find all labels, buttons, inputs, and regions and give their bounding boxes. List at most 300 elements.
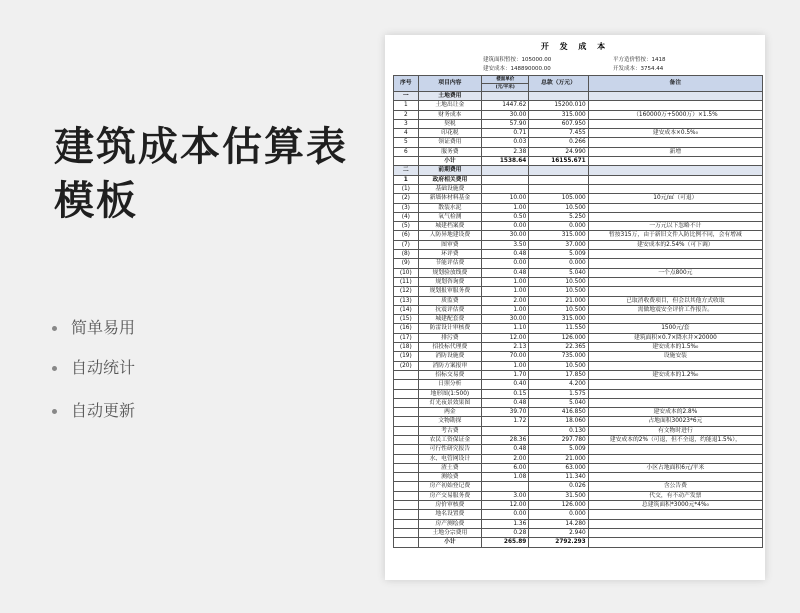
cell-note: 建筑面积×0.7×降水井×20000 [588, 333, 762, 342]
cell-unit-price: 1.72 [482, 417, 529, 426]
cell-item: 基础设施费 [418, 184, 482, 193]
table-row [394, 389, 763, 398]
table-row [394, 250, 763, 259]
cell-item: 水、电管网设计 [418, 454, 482, 463]
cell-note: （160000万+5000万）×1.5% [588, 110, 762, 119]
cell-unit-price: 30.00 [482, 110, 529, 119]
cell-unit-price: 12.00 [482, 501, 529, 510]
header-no: 序号 [394, 76, 419, 92]
cell-unit-price [482, 426, 529, 435]
cell-note [588, 277, 762, 286]
cell-total: 315.000 [529, 231, 588, 240]
table-row [394, 491, 763, 500]
table-row [394, 231, 763, 240]
cell-no [394, 528, 419, 537]
cell-total: 10.500 [529, 287, 588, 296]
cell-item: 招投标代理费 [418, 343, 482, 352]
bullet-icon [52, 366, 57, 371]
cell-unit-price: 0.00 [482, 222, 529, 231]
cell-note [588, 250, 762, 259]
cell-no: 一 [394, 92, 419, 101]
cell-unit-price: 0.48 [482, 250, 529, 259]
cell-unit-price: 1.10 [482, 324, 529, 333]
cell-no [394, 389, 419, 398]
cell-no: (4) [394, 212, 419, 221]
cell-total: 0.000 [529, 259, 588, 268]
cell-unit-price: 0.40 [482, 380, 529, 389]
cell-item: 规划验放线费 [418, 268, 482, 277]
cell-unit-price [482, 184, 529, 193]
cell-note: 占地面积30023*6元 [588, 417, 762, 426]
table-row [394, 147, 763, 156]
header-note: 备注 [588, 76, 762, 92]
cell-note: 建安成本的2%（可退，但不全退，约能退1.5%）， [588, 435, 762, 444]
cell-unit-price: 1.00 [482, 287, 529, 296]
cell-item: 规划报审服务费 [418, 287, 482, 296]
cell-item: 房产测绘费 [418, 519, 482, 528]
cell-total: 17.850 [529, 370, 588, 379]
cell-note [588, 398, 762, 407]
cell-item: 小计 [418, 538, 482, 547]
page-title: 建筑成本估算表模板 [54, 124, 348, 224]
cell-item: 防雷设计审核费 [418, 324, 482, 333]
cell-no: (15) [394, 315, 419, 324]
table-row [394, 417, 763, 426]
table-row [394, 157, 763, 166]
bullet-icon [52, 326, 57, 331]
cell-note: 建安成本的1.2%₀ [588, 370, 762, 379]
cell-no [394, 473, 419, 482]
cell-item: 氧气检测 [418, 212, 482, 221]
cell-no [394, 398, 419, 407]
cell-unit-price: 30.00 [482, 231, 529, 240]
cell-note [588, 287, 762, 296]
cell-unit-price: 39.70 [482, 408, 529, 417]
cell-total: 607.950 [529, 119, 588, 128]
table-row [394, 463, 763, 472]
cell-unit-price: 12.00 [482, 333, 529, 342]
cell-no [394, 426, 419, 435]
cell-item: 前期费用 [418, 166, 482, 175]
cell-no [394, 417, 419, 426]
cell-unit-price: 2.00 [482, 296, 529, 305]
cell-no [394, 510, 419, 519]
cell-item: 房产交易服务费 [418, 491, 482, 500]
cell-item: 两金 [418, 408, 482, 417]
cell-item: 农民工资保证金 [418, 435, 482, 444]
cell-item: 日照分析 [418, 380, 482, 389]
cell-note: 小区占地面积6元/平米 [588, 463, 762, 472]
table-row [394, 324, 763, 333]
table-row [394, 343, 763, 352]
table-row [394, 333, 763, 342]
table-row [394, 435, 763, 444]
cell-item: 环评费 [418, 250, 482, 259]
cell-no [394, 370, 419, 379]
table-row [394, 305, 763, 314]
cell-no [394, 538, 419, 547]
cell-total: 0.000 [529, 222, 588, 231]
table-row [394, 277, 763, 286]
sheet-title: 开 发 成 本 [540, 42, 610, 51]
cell-no: 1 [394, 175, 419, 184]
feature-item [52, 315, 135, 338]
cell-item: 土地出让金 [418, 101, 482, 110]
cell-note [588, 519, 762, 528]
cell-unit-price: 1.00 [482, 203, 529, 212]
table-row [394, 538, 763, 547]
feature-item [52, 355, 135, 378]
cell-note: 一个点800元 [588, 268, 762, 277]
cell-note: 已取消收费项目，但会以其他方式收取 [588, 296, 762, 305]
cell-note [588, 361, 762, 370]
cell-item: 文物勘探 [418, 417, 482, 426]
table-row [394, 361, 763, 370]
cell-item: 人防异地建设费 [418, 231, 482, 240]
cell-note [588, 528, 762, 537]
table-row [394, 222, 763, 231]
cell-unit-price: 3.00 [482, 491, 529, 500]
cell-no: 2 [394, 110, 419, 119]
cell-no: 二 [394, 166, 419, 175]
cell-unit-price [482, 175, 529, 184]
cell-note [588, 157, 762, 166]
cell-no: (9) [394, 259, 419, 268]
cell-unit-price: 1.00 [482, 277, 529, 286]
cell-total: 735.000 [529, 352, 588, 361]
cell-unit-price: 0.48 [482, 268, 529, 277]
cell-no [394, 501, 419, 510]
cell-no [394, 482, 419, 491]
table-row [394, 240, 763, 249]
cell-item: 土地分宗费用 [418, 528, 482, 537]
cell-unit-price: 57.90 [482, 119, 529, 128]
feature-label: 简单易用 [71, 318, 136, 337]
cell-total: 297.780 [529, 435, 588, 444]
cell-unit-price: 0.28 [482, 528, 529, 537]
table-row [394, 519, 763, 528]
cell-unit-price: 0.48 [482, 445, 529, 454]
cell-note: 有文物时进行 [588, 426, 762, 435]
cell-no: (8) [394, 250, 419, 259]
cell-note [588, 538, 762, 547]
cell-unit-price: 28.36 [482, 435, 529, 444]
cell-item: 房产初始登记费 [418, 482, 482, 491]
meta-dev-cost: 开发成本：3754.44 [613, 66, 664, 72]
cost-table [393, 75, 763, 548]
cell-no: (1) [394, 184, 419, 193]
cell-unit-price: 0.15 [482, 389, 529, 398]
cell-total: 63.000 [529, 463, 588, 472]
cell-note [588, 175, 762, 184]
cell-unit-price: 3.50 [482, 240, 529, 249]
cell-note [588, 380, 762, 389]
cell-item: 小计 [418, 157, 482, 166]
cell-no: (20) [394, 361, 419, 370]
cell-note: 建安成本的2.54%（可下调） [588, 240, 762, 249]
cell-note: 建安成本×0.5%₀ [588, 129, 762, 138]
cell-total: 10.500 [529, 305, 588, 314]
cell-unit-price: 10.00 [482, 194, 529, 203]
cell-total: 21.000 [529, 296, 588, 305]
cell-note: 总建筑面积*3000元*4%₀ [588, 501, 762, 510]
cell-unit-price: 2.13 [482, 343, 529, 352]
cell-note: 1500元/套 [588, 324, 762, 333]
cell-no: (7) [394, 240, 419, 249]
table-row [394, 454, 763, 463]
table-row [394, 380, 763, 389]
cell-item: 质监费 [418, 296, 482, 305]
cell-total: 416.850 [529, 408, 588, 417]
table-row [394, 212, 763, 221]
cell-note [588, 138, 762, 147]
cell-total: 11.340 [529, 473, 588, 482]
cell-note: 建安成本的1.5%₀ [588, 343, 762, 352]
cell-total: 4.200 [529, 380, 588, 389]
cell-item: 消防方案报审 [418, 361, 482, 370]
table-row [394, 528, 763, 537]
cell-item: 服务费 [418, 147, 482, 156]
cell-item: 政府相关费用 [418, 175, 482, 184]
cell-unit-price: 0.03 [482, 138, 529, 147]
cell-item: 考古费 [418, 426, 482, 435]
cell-note: 需做地震安全评价工作报告。 [588, 305, 762, 314]
cell-total: 126.000 [529, 501, 588, 510]
cell-no [394, 408, 419, 417]
cell-no [394, 454, 419, 463]
cell-unit-price: 1.00 [482, 305, 529, 314]
table-row [394, 259, 763, 268]
cell-item: 城建配套费 [418, 315, 482, 324]
cell-item: 领证费用 [418, 138, 482, 147]
cell-total: 10.500 [529, 203, 588, 212]
cell-total: 11.550 [529, 324, 588, 333]
cell-unit-price: 1.36 [482, 519, 529, 528]
table-row [394, 473, 763, 482]
cell-note [588, 203, 762, 212]
header-total: 总款（万元） [529, 76, 588, 92]
cell-item: 城建档案费 [418, 222, 482, 231]
cell-no: (11) [394, 277, 419, 286]
cell-note: 新增 [588, 147, 762, 156]
cell-unit-price: 70.00 [482, 352, 529, 361]
cell-item: 图审费 [418, 240, 482, 249]
cell-total: 5.040 [529, 268, 588, 277]
cell-unit-price: 0.00 [482, 510, 529, 519]
cell-no: (17) [394, 333, 419, 342]
cell-unit-price: 0.71 [482, 129, 529, 138]
table-row [394, 194, 763, 203]
feature-label: 自动统计 [71, 358, 136, 377]
cell-total: 2792.293 [529, 538, 588, 547]
cell-total: 10.500 [529, 361, 588, 370]
table-row [394, 203, 763, 212]
cell-unit-price: 1538.64 [482, 157, 529, 166]
cell-unit-price: 2.00 [482, 454, 529, 463]
cell-no [394, 445, 419, 454]
cell-no: 1 [394, 101, 419, 110]
cell-note [588, 101, 762, 110]
cell-item: 可行性研究报告 [418, 445, 482, 454]
cell-item: 渣土费 [418, 463, 482, 472]
cell-total: 31.500 [529, 491, 588, 500]
cell-unit-price: 265.89 [482, 538, 529, 547]
cell-no [394, 435, 419, 444]
cell-item: 散装水泥 [418, 203, 482, 212]
cell-total: 0.026 [529, 482, 588, 491]
meta-area: 建筑面积暂按：105000.00 [483, 57, 552, 63]
cell-no: (14) [394, 305, 419, 314]
cell-no: (16) [394, 324, 419, 333]
cell-no: (5) [394, 222, 419, 231]
table-row [394, 315, 763, 324]
cell-note: 暂按315万，由于新旧文件入防比例不同，会有增减 [588, 231, 762, 240]
cell-total: 21.000 [529, 454, 588, 463]
table-row [394, 445, 763, 454]
cell-note: 设施安装 [588, 352, 762, 361]
cell-no: 4 [394, 129, 419, 138]
table-row [394, 268, 763, 277]
cell-note [588, 389, 762, 398]
cell-note [588, 510, 762, 519]
cell-no [394, 380, 419, 389]
table-row [394, 426, 763, 435]
cell-total: 22.365 [529, 343, 588, 352]
cell-item: 抗震评估费 [418, 305, 482, 314]
cell-unit-price: 0.48 [482, 398, 529, 407]
table-row [394, 175, 763, 184]
cell-no [394, 157, 419, 166]
cell-note [588, 315, 762, 324]
bullet-icon [52, 409, 57, 414]
cell-unit-price [482, 166, 529, 175]
cell-unit-price: 2.38 [482, 147, 529, 156]
cell-note: 含公告费 [588, 482, 762, 491]
table-row [394, 129, 763, 138]
header-item: 项目内容 [418, 76, 482, 92]
cell-note: 一万元以下忽略不计 [588, 222, 762, 231]
cell-item: 印花税 [418, 129, 482, 138]
feature-item [52, 398, 135, 421]
cell-total: 2.940 [529, 528, 588, 537]
cell-note [588, 166, 762, 175]
table-row [394, 482, 763, 491]
table-row [394, 110, 763, 119]
cell-item: 地名设置费 [418, 510, 482, 519]
cell-no: (2) [394, 194, 419, 203]
cell-no: (3) [394, 203, 419, 212]
cell-note [588, 259, 762, 268]
cell-total: 5.009 [529, 250, 588, 259]
table-body [394, 92, 763, 548]
cell-no: (6) [394, 231, 419, 240]
cell-no: 5 [394, 138, 419, 147]
cell-total: 105.000 [529, 194, 588, 203]
cell-total: 5.040 [529, 398, 588, 407]
cell-item: 契税 [418, 119, 482, 128]
cell-total: 15200.010 [529, 101, 588, 110]
cell-note: 建安成本的2.8% [588, 408, 762, 417]
table-row [394, 352, 763, 361]
cell-note [588, 454, 762, 463]
cell-total: 0.000 [529, 510, 588, 519]
meta-unit-price: 平方造价暂按：1418 [613, 57, 666, 63]
cell-unit-price: 0.50 [482, 212, 529, 221]
cell-total: 24.990 [529, 147, 588, 156]
table-row [394, 101, 763, 110]
cell-no: 3 [394, 119, 419, 128]
cell-unit-price: 1.00 [482, 361, 529, 370]
cell-total: 5.009 [529, 445, 588, 454]
cell-item: 地形图(1:500) [418, 389, 482, 398]
cell-item: 财务成本 [418, 110, 482, 119]
table-row [394, 296, 763, 305]
cell-unit-price [482, 482, 529, 491]
cell-note: 代交，有不动产发票 [588, 491, 762, 500]
cell-total: 16155.671 [529, 157, 588, 166]
header-unit-price: 楼面单价 [482, 76, 529, 84]
cell-total: 315.000 [529, 315, 588, 324]
cell-total: 10.500 [529, 277, 588, 286]
table-row [394, 138, 763, 147]
cell-no: 6 [394, 147, 419, 156]
cell-total [529, 184, 588, 193]
cell-item: 房价审核费 [418, 501, 482, 510]
cell-total: 0.266 [529, 138, 588, 147]
cell-unit-price: 6.00 [482, 463, 529, 472]
cell-total: 0.130 [529, 426, 588, 435]
cell-no: (18) [394, 343, 419, 352]
cell-no: (19) [394, 352, 419, 361]
cell-total [529, 166, 588, 175]
cell-unit-price: 30.00 [482, 315, 529, 324]
cell-item: 消防设施费 [418, 352, 482, 361]
meta-cost: 建安成本：148890000.00 [483, 66, 551, 72]
cell-no [394, 519, 419, 528]
cell-total: 315.000 [529, 110, 588, 119]
cell-item: 节能评估费 [418, 259, 482, 268]
feature-label: 自动更新 [71, 401, 136, 420]
table-row [394, 119, 763, 128]
cell-total: 5.250 [529, 212, 588, 221]
cell-total: 1.575 [529, 389, 588, 398]
cell-no: (10) [394, 268, 419, 277]
cell-total: 126.000 [529, 333, 588, 342]
cell-note [588, 184, 762, 193]
cell-no: (13) [394, 296, 419, 305]
cell-item: 灯光夜景效果图 [418, 398, 482, 407]
cell-unit-price: 1447.62 [482, 101, 529, 110]
cell-note: 10元/㎡（可退） [588, 194, 762, 203]
table-row [394, 166, 763, 175]
cell-unit-price [482, 92, 529, 101]
cell-note [588, 473, 762, 482]
cell-note [588, 92, 762, 101]
cell-item: 招标交易费 [418, 370, 482, 379]
cell-item: 土地费用 [418, 92, 482, 101]
cell-item: 规划咨询费 [418, 277, 482, 286]
table-row [394, 510, 763, 519]
cell-total: 37.000 [529, 240, 588, 249]
cell-unit-price: 0.00 [482, 259, 529, 268]
cell-no [394, 491, 419, 500]
spreadsheet-preview [385, 35, 765, 580]
cell-note [588, 212, 762, 221]
cell-item: 排污费 [418, 333, 482, 342]
table-row [394, 287, 763, 296]
table-row [394, 398, 763, 407]
table-row [394, 370, 763, 379]
